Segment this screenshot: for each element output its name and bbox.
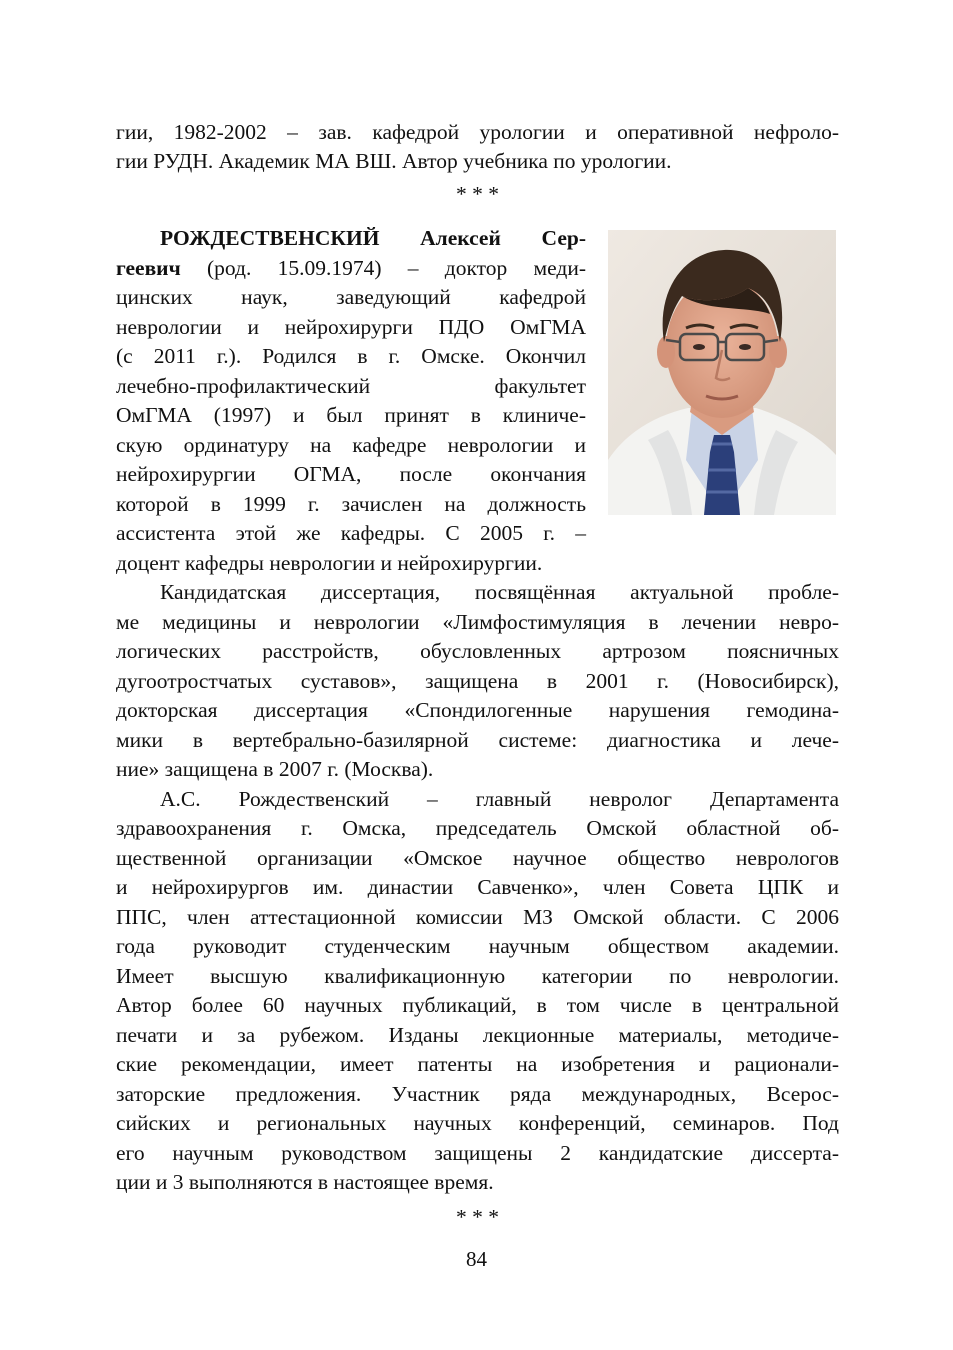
text-line: А.С. Рождественский – главный невролог Департамента [160, 787, 839, 811]
text-line: ОмГМА (1997) и был принят в клиниче- [116, 403, 586, 427]
portrait-photo [608, 230, 836, 515]
text-line: Имеет высшую квалификационную категории по неврологии. [116, 964, 839, 988]
text-line: ассистента этой же кафедры. С 2005 г. – [116, 521, 586, 545]
page-number: 84 [466, 1247, 487, 1271]
text-line: неврологии и нейрохирурги ПДО ОмГМА [116, 315, 586, 339]
text-line [116, 254, 586, 283]
text-line: ские рекомендации, имеет патенты на изобретения и рационали- [116, 1052, 839, 1076]
bio-name [160, 224, 586, 253]
section-separator: * * * [456, 182, 499, 206]
text-line: года руководит студенческим научным обществом академии. [116, 934, 839, 958]
section-separator: * * * [456, 1205, 499, 1229]
text-line: доцент кафедры неврологии и нейрохирургии. [116, 551, 543, 575]
text-line: здравоохранения г. Омска, председатель Омской областной об- [116, 816, 839, 840]
text-line: щественной организации «Омское научное общество неврологов [116, 846, 839, 870]
text-line: которой в 1999 г. зачислен на должность [116, 492, 586, 516]
bio-name-continued: геевич [116, 256, 181, 280]
text-line: гии РУДН. Академик МА ВШ. Автор учебника по урологии. [116, 149, 672, 173]
text-line: докторская диссертация «Спондилогенные нарушения гемодина- [116, 698, 839, 722]
text-line: нейрохирургии ОГМА, после окончания [116, 462, 586, 486]
text-line: Кандидатская диссертация, посвящённая актуальной пробле- [160, 580, 839, 604]
text-line: и нейрохирургов им. династии Савченко», член Совета ЦПК и [116, 875, 839, 899]
text-line: ме медицины и неврологии «Лимфостимуляция в лечении невро- [116, 610, 839, 634]
text-line: сийских и региональных научных конференций, семинаров. Под [116, 1111, 839, 1135]
text-line: дугоотростчатых суставов», защищена в 2001 г. (Новосибирск), [116, 669, 839, 693]
text-line: ППС, член аттестационной комиссии МЗ Омской области. С 2006 [116, 905, 839, 929]
text-line: мики в вертебрально-базилярной системе: диагностика и лече- [116, 728, 839, 752]
bio-name-bold: РОЖДЕСТВЕНСКИЙ Алексей Сер- [160, 226, 586, 250]
text-line: гии, 1982-2002 – зав. кафедрой урологии и оперативной нефроло- [116, 120, 839, 144]
text-line: логических расстройств, обусловленных артрозом поясничных [116, 639, 839, 663]
text-line: лечебно-профилактический факультет [116, 374, 586, 398]
text-line: ции и 3 выполняются в настоящее время. [116, 1170, 494, 1194]
bio-birth: (род. 15.09.1974) – доктор меди- [180, 256, 586, 280]
text-line: заторские предложения. Участник ряда международных, Всерос- [116, 1082, 839, 1106]
text-line: цинских наук, заведующий кафедрой [116, 285, 586, 309]
text-line: ние» защищена в 2007 г. (Москва). [116, 757, 434, 781]
text-line: (с 2011 г.). Родился в г. Омске. Окончил [116, 344, 586, 368]
text-line: печати и за рубежом. Изданы лекционные материалы, методиче- [116, 1023, 839, 1047]
text-line: его научным руководством защищены 2 кандидатские диссерта- [116, 1141, 839, 1165]
text-line: Автор более 60 научных публикаций, в том числе в центральной [116, 993, 839, 1017]
text-line: скую ординатуру на кафедре неврологии и [116, 433, 586, 457]
